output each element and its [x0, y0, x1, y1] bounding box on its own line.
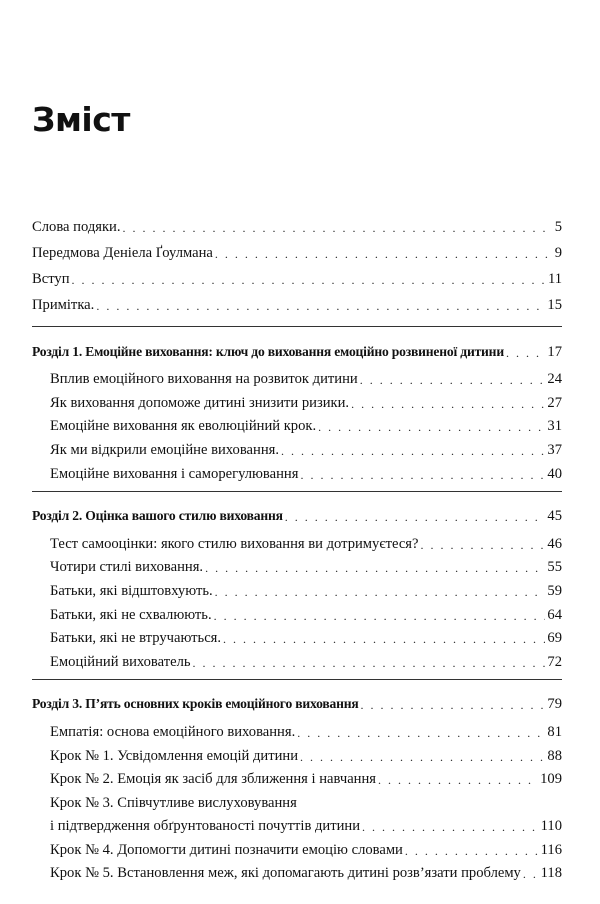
toc-entry-text: Крок № 4. Допомогти дитині позначити емоцію словами [50, 841, 403, 858]
toc-entry-page: 81 [547, 723, 562, 740]
toc-entry-text: Батьки, які не втручаються. [50, 630, 222, 647]
leader-dots [360, 372, 546, 388]
leader-dots [378, 772, 538, 788]
toc-entry [32, 553, 562, 577]
leader-dots [361, 697, 546, 713]
toc-entry-page: 37 [547, 441, 562, 458]
toc-entry [32, 459, 562, 483]
toc-entry-text: Крок № 5. Встановлення меж, які допомагають дитині розв’язати проблему [50, 865, 521, 882]
toc-entry-page: 64 [547, 606, 562, 623]
toc-entry-foreword [32, 236, 562, 262]
toc-entry-text: Батьки, які не схвалюють. [50, 606, 212, 623]
toc-entry-text: Слова подяки. [32, 219, 121, 235]
toc-entry-text: Вступ [32, 271, 70, 287]
leader-dots [215, 246, 553, 262]
chapter-title: Розділ 3. П’ять основних кроків емоційного виховання [32, 696, 359, 712]
toc-entry-page: 116 [540, 841, 562, 858]
toc-entry [32, 788, 562, 812]
leader-dots [297, 725, 545, 741]
leader-dots [351, 396, 545, 412]
toc-entry-page: 9 [554, 245, 562, 261]
toc-entry-text: Емпатія: основа емоційного виховання. [50, 723, 296, 740]
chapter-page: 45 [547, 508, 562, 525]
toc-entry [32, 647, 562, 671]
toc-entry [32, 717, 562, 741]
toc-entry-page: 69 [547, 630, 562, 647]
toc-entry-page: 59 [547, 582, 562, 599]
toc-entry [32, 529, 562, 553]
toc-entry-page: 88 [547, 747, 562, 764]
toc-entry-text: Чотири стилі виховання. [50, 559, 204, 576]
toc-entry-page: 11 [547, 271, 562, 287]
toc-entry-page: 72 [547, 653, 562, 670]
toc-entry [32, 365, 562, 389]
toc-entry [32, 576, 562, 600]
leader-dots [285, 509, 546, 525]
toc-entry [32, 600, 562, 624]
chapter-title: Розділ 2. Оцінка вашого стилю виховання [32, 508, 283, 524]
toc-entry-text: Батьки, які відштовхують. [50, 582, 213, 599]
toc-entry-page: 110 [540, 818, 562, 835]
chapter-heading-1 [32, 337, 562, 361]
toc-entry-page: 46 [547, 535, 562, 552]
toc-entry [32, 859, 562, 883]
toc-entry [32, 412, 562, 436]
toc-entry-page: 55 [547, 559, 562, 576]
toc-entry-text: Крок № 3. Співчутливе вислуховування [50, 794, 297, 811]
leader-dots [281, 443, 545, 459]
leader-dots [123, 220, 553, 236]
toc-entry-text: Емоційне виховання і саморегулювання [50, 465, 299, 482]
leader-dots [405, 843, 539, 859]
toc-entry [32, 741, 562, 765]
toc-entry-text: Емоційне виховання як еволюційний крок. [50, 418, 317, 435]
leader-dots [421, 537, 546, 553]
toc-entry-text: Примітка. [32, 297, 95, 313]
leader-dots [362, 819, 539, 835]
leader-dots [523, 866, 539, 882]
toc-entry-note [32, 288, 562, 314]
section-divider [32, 326, 562, 327]
leader-dots [215, 584, 546, 600]
section-divider [32, 679, 562, 680]
leader-dots [205, 560, 545, 576]
toc-entry-text: Емоційний вихователь [50, 653, 191, 670]
toc-entry [32, 812, 562, 836]
toc-entry [32, 624, 562, 648]
chapter-heading-2 [32, 502, 562, 526]
toc-entry-page: 109 [540, 771, 562, 788]
toc-entry-page: 27 [547, 394, 562, 411]
toc-entry-acknowledgements [32, 210, 562, 236]
chapter-title: Розділ 1. Емоційне виховання: ключ до виховання емоційно розвиненої дитини [32, 343, 504, 359]
toc-entry-text: Крок № 1. Усвідомлення емоцій дитини [50, 747, 299, 764]
chapter-page: 79 [547, 696, 562, 713]
toc-entry [32, 835, 562, 859]
leader-dots [300, 467, 545, 483]
leader-dots [506, 345, 545, 361]
table-of-contents [32, 210, 562, 882]
leader-dots [72, 272, 546, 288]
toc-entry-text: Тест самооцінки: якого стилю виховання ви дотримуєтеся? [50, 535, 419, 552]
toc-entry-text: Як ми відкрили емоційне виховання. [50, 441, 279, 458]
leader-dots [223, 631, 545, 647]
page-title: Зміст [32, 100, 130, 139]
toc-entry-text: Передмова Деніела Ґоулмана [32, 245, 213, 261]
toc-entry-text: і підтвердження обґрунтованості почуттів дитини [50, 818, 361, 835]
leader-dots [300, 749, 545, 765]
toc-entry-page: 31 [547, 418, 562, 435]
toc-entry-text: Крок № 2. Емоція як засіб для зближення і навчання [50, 771, 377, 788]
toc-entry-page: 15 [547, 297, 562, 313]
toc-entry-page: 5 [554, 219, 562, 235]
chapter-page: 17 [547, 343, 562, 360]
toc-entry-page: 24 [547, 371, 562, 388]
toc-entry-text: Вплив емоційного виховання на розвиток дитини [50, 371, 358, 388]
toc-entry [32, 435, 562, 459]
toc-entry [32, 388, 562, 412]
toc-entry-page: 118 [540, 865, 562, 882]
section-divider [32, 491, 562, 492]
toc-entry-text: Як виховання допоможе дитині знизити ризики. [50, 394, 350, 411]
toc-entry-introduction [32, 262, 562, 288]
toc-entry [32, 765, 562, 789]
toc-entry-page: 40 [547, 465, 562, 482]
leader-dots [318, 419, 545, 435]
chapter-heading-3 [32, 690, 562, 714]
leader-dots [96, 298, 545, 314]
leader-dots [214, 608, 546, 624]
leader-dots [193, 655, 546, 671]
